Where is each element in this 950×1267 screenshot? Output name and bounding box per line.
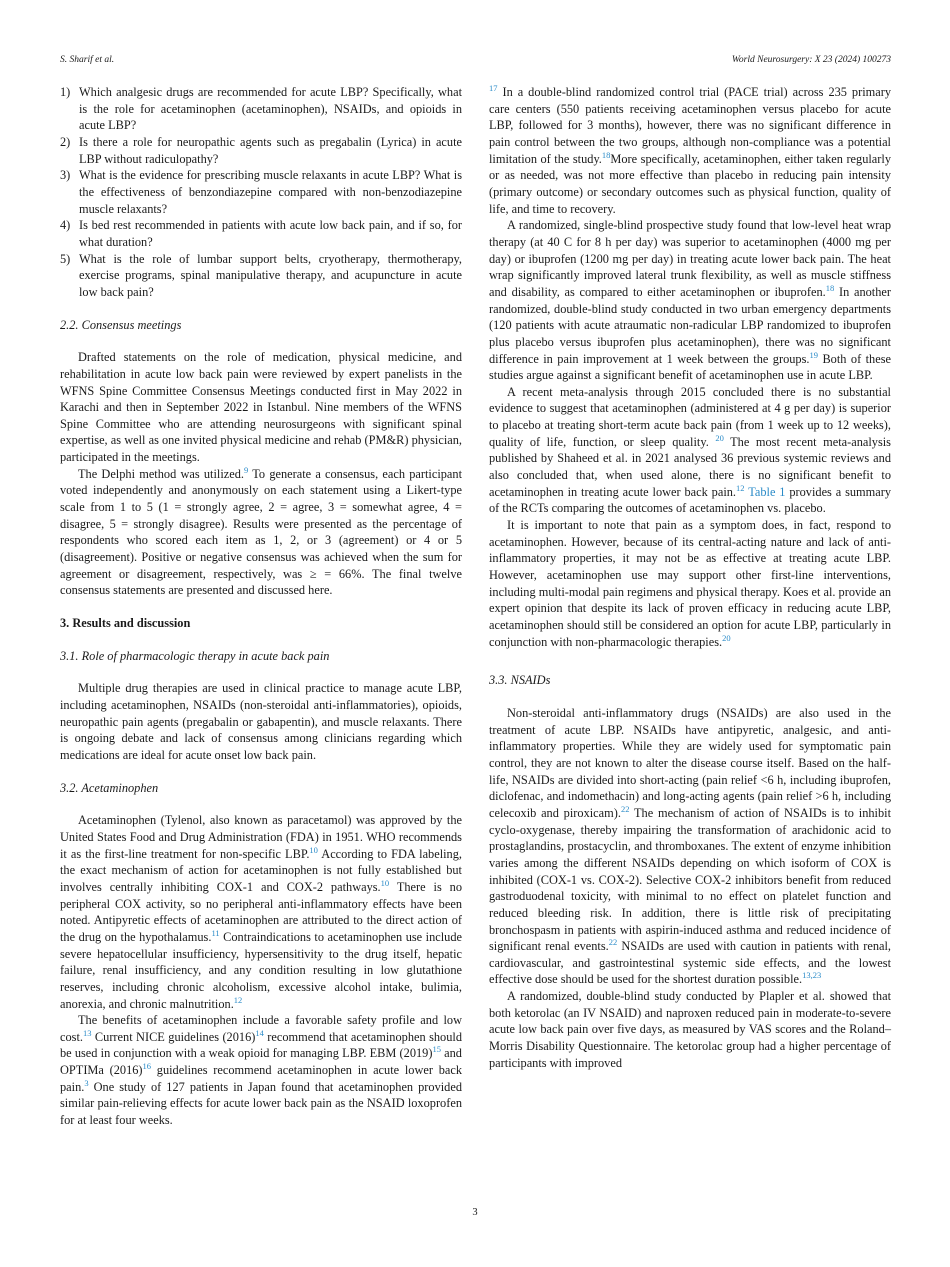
citation-link[interactable]: 10: [309, 844, 318, 855]
running-header-authors: S. Sharif et al.: [60, 55, 115, 65]
paragraph: Acetaminophen (Tylenol, also known as paracetamol) was approved by the United States Food and Drug Administration (FDA) in 1951. WHO recommends it as the first-line treatment for non-specific LBP.$^{10}$ According to FDA labeling, the exact mechanism of action for acetaminophen is not fully established but involves centrally inhibiting COX-1 and COX-2 pathways.$^{10}$ There is no peripheral COX activity, so no peripheral anti-inflammatory effects have been noted. Antipyretic effects of acetaminophen are attributed to the direct action of the drug on the hypothalamus.$^{11}$ Contraindications to acetaminophen use include severe hepatocellular insufficiency, hypersensitivity to the drug itself, hepatic failure, renal insufficiency, and any condition resulting in low glutathione reserves, including chronic alcoholism, excessive alcohol intake, bulimia, anorexia, and chronic malnutrition.$^{12}$: [60, 813, 462, 1011]
list-item: [60, 134, 462, 167]
page-number: 3: [472, 1207, 478, 1218]
section-heading-3-2: 3.2. Acetaminophen: [60, 780, 159, 795]
citation-link[interactable]: 3: [84, 1077, 89, 1088]
citation-link[interactable]: 22: [620, 803, 630, 814]
citation-link[interactable]: 16: [142, 1061, 152, 1072]
list-item-number: 4): [60, 218, 71, 233]
paragraph: A randomized, single-blind prospective study found that low-level heat wrap therapy (at 40 C for 8 h per day) was superior to acetaminophen (4000 mg per day) or ibuprofen (1200 mg per day) in treating acute lower back pain. The heat wrap significantly improved lateral trunk flexibility, as well as muscle stiffness and disability, as compared to either acetaminophen or ibuprofen.$^{18}$ In another randomized, double-blind study conducted in two urban emergency departments (120 patients with acute atraumatic non-radicular LBP randomized to ibuprofen plus placebo versus ibuprofen plus acetaminophen), there was no significant difference in pain improvement at 1 week between the groups.$^{19}$ Both of these studies argue against a significant benefit of acetaminophen use in acute LBP.: [489, 218, 891, 383]
paragraph: Multiple drug therapies are used in clinical practice to manage acute LBP, including acetaminophen, NSAIDs (non-steroidal anti-inflammatories), opioids, neuropathic pain agents (pregabalin or gabapentin), and muscle relaxants. There is ongoing debate and lack of consensus among clinicians regarding which medications are ideal for acute onset low back pain.: [60, 681, 462, 762]
list-item: [60, 251, 462, 301]
section-heading-3: 3. Results and discussion: [60, 616, 191, 631]
citation-link[interactable]: 13,23: [802, 970, 822, 981]
paragraph: A randomized, double-blind study conducted by Plapler et al. showed that both ketorolac (an IV NSAID) and naproxen reduced pain in moderate-to-severe acute low back pain over five days, as measured by VAS scores and the Roland–Morris Disability Questionnaire. The ketorolac group had a higher percentage of participants with improved: [489, 989, 891, 1070]
list-item-text: Is there a role for neuropathic agents such as pregabalin (Lyrica) in acute LBP without radiculopathy?: [79, 134, 462, 166]
list-item-number: 1): [60, 85, 71, 99]
citation-link[interactable]: 11: [211, 927, 220, 938]
list-item-text: What is the role of lumbar support belts, cryotherapy, thermotherapy, exercise programs, spinal manipulative therapy, and acupuncture in acute low back pain?: [79, 251, 462, 299]
list-item-text: What is the evidence for prescribing muscle relaxants in acute LBP? What is the effectiveness of benzondiazepine compared with non-benzodiazepine muscle relaxants?: [79, 168, 462, 216]
right-column: [489, 84, 891, 1071]
citation-link[interactable]: 12: [233, 994, 243, 1005]
table-1-link[interactable]: Table 1: [748, 484, 786, 499]
citation-link[interactable]: 18: [825, 282, 835, 293]
citation-link[interactable]: 15: [432, 1044, 441, 1055]
list-item-text: Is bed rest recommended in patients with acute low back pain, and if so, for what duration?: [79, 218, 462, 249]
citation-link[interactable]: 22: [608, 937, 618, 948]
left-column: [60, 84, 462, 1129]
list-item: [60, 167, 462, 217]
paragraph: The Delphi method was utilized.$^9$ To generate a consensus, each participant voted independently and anonymously on each statement using a Likert-type scale from 1 to 5 (1 = strongly agree, 2 = agree, 3 = somewhat agree, 4 = disagree, 5 = strongly disagree). Results were presented as the percentage of respondents who scored each item as 1, 2, or 3 (agreement) or 4 or 5 (disagreement). Positive or negative consensus was achieved when the sum for agreement or disagreement, respectively, was ≥ = 66%. The final twelve consensus statements are presented and discussed here.: [60, 464, 462, 598]
citation-link[interactable]: 20: [722, 632, 731, 643]
citation-link[interactable]: 19: [809, 349, 818, 360]
paragraph: Drafted statements on the role of medication, physical medicine, and rehabilitation in acute low back pain were reviewed by expert panelists in the WFNS Spine Committee Consensus Meetings conducted first in May 2022 in Karachi and then in September 2022 in Istanbul. Nine members of the WFNS Spine Committee who are attending neurosurgeons with significant spinal expertise, as well as one invited physical medicine and rehab (PM&R) physician, participated in the meetings.: [60, 350, 462, 465]
running-header-journal: World Neurosurgery: X 23 (2024) 100273: [731, 55, 891, 65]
list-item-number: 5): [60, 251, 71, 266]
citation-link[interactable]: 20: [715, 432, 724, 443]
citation-link[interactable]: 17: [489, 82, 498, 93]
section-heading-3-3: 3.3. NSAIDs: [489, 673, 551, 688]
citation-link[interactable]: 12: [736, 482, 745, 493]
list-item-number: 3): [60, 168, 71, 183]
section-heading-2-2: 2.2. Consensus meetings: [60, 317, 182, 332]
citation-link[interactable]: 14: [255, 1027, 264, 1038]
list-item: [60, 84, 462, 134]
paragraph: A recent meta-analysis through 2015 concluded there is no substantial evidence to suggest that acetaminophen (administered at 4 g per day) is superior to placebo at treating short-term acute back pain (from 1 week up to 12 weeks), quality of life, function, or sleep quality. $^{20}$ The most recent meta-analysis published by Shaheed et al. in 2021 analysed 36 previous systemic reviews and also concluded that, when used alone, there is no significant benefit to acetaminophen in treating acute lower back pain.$^{12}$ Table 1 provides a summary of the RCTs comparing the outcomes of acetaminophen vs. placebo.: [489, 384, 892, 516]
paragraph-continued: $^{17}$ In a double-blind randomized control trial (PACE trial) across 235 primary care centers (550 patients receiving acetaminophen versus placebo for acute LBP, followed for 3 months), however, there was no significant difference in pain control between the two groups, although non-compliance was a potential limitation of the study.$^{18}$More specifically, acetaminophen, either taken regularly or as needed, was not more effective than placebo in reducing pain intensity (primary outcome) or secondary outcomes such as physical function, quality of life, and time to recovery.: [489, 82, 892, 216]
paragraph: It is important to note that pain as a symptom does, in fact, respond to acetaminophen. However, because of its central-acting nature and lack of anti-inflammatory properties, it may not be as effective at treating acute LBP. However, acetaminophen use may support other first-line interventions, including multi-modal pain regimens and physical therapy. Koes et al. provide an expert opinion that despite its lack of proven efficacy in reducing acute LBP, acetaminophen should still be considered an option for acute LBP, particularly in conjunction with non-pharmacologic therapies.$^{20}$: [489, 518, 891, 649]
paragraph: Non-steroidal anti-inflammatory drugs (NSAIDs) are also used in the treatment of acute LBP. NSAIDs have antipyretic, analgesic, and anti-inflammatory properties. While they are widely used for symptomatic pain control, they are not known to alter the disease course itself. Based on the half-life, NSAIDs are divided into short-acting (pain relief <6 h, including ibuprofen, diclofenac, and indomethacin) and long-acting agents (pain relief >6 h, including celecoxib and piroxicam).$^{22}$ The mechanism of action of NSAIDs is to inhibit cyclo-oxygenase, thereby impairing the transformation of arachidonic acid to prostaglandins, prostacyclin, and thromboxanes. The extent of enzyme inhibition varies among the different NSAIDs depending on which isoform of COX is inhibited (COX-1 vs. COX-2). Selective COX-2 inhibitors benefit from reduced gastroduodenal toxicity, with minimal to no effect on platelet function and reduced bleeding risk. In addition, there is little risk of precipitating bronchospasm in patients with aspirin-induced asthma and reduced incidence of significant renal events.$^{22}$ NSAIDs are used with caution in patients with renal, cardiovascular, and gastrointestinal systemic side effects, and the lowest effective dose should be used for the shortest duration possible.$^{13,23}$: [489, 705, 891, 987]
list-item-text: Which analgesic drugs are recommended for acute LBP? Specifically, what is the role for acetaminophen (acetaminophen), NSAIDs, and opioids in acute LBP?: [79, 85, 462, 133]
list-item: [60, 217, 462, 250]
section-heading-3-1: 3.1. Role of pharmacologic therapy in acute back pain: [60, 648, 330, 663]
paragraph: The benefits of acetaminophen include a favorable safety profile and low cost.$^{13}$ Current NICE guidelines (2016)$^{14}$ recommend that acetaminophen should be used in conjunction with a weak opioid for managing LBP. EBM (2019)$^{15}$ and OPTIMa (2016)$^{16}$ guidelines recommend acetaminophen in acute lower back pain.$^3$ One study of 127 patients in Japan found that acetaminophen provided similar pain-relieving effects for acute lower back pain as the NSAID loxoprofen for at least four weeks.: [60, 1013, 462, 1128]
question-list: [60, 84, 462, 301]
citation-link[interactable]: 18: [601, 149, 611, 160]
citation-link[interactable]: 13: [82, 1027, 92, 1038]
citation-link[interactable]: 9: [244, 464, 249, 475]
citation-link[interactable]: 10: [380, 877, 390, 888]
list-item-number: 2): [60, 134, 71, 149]
